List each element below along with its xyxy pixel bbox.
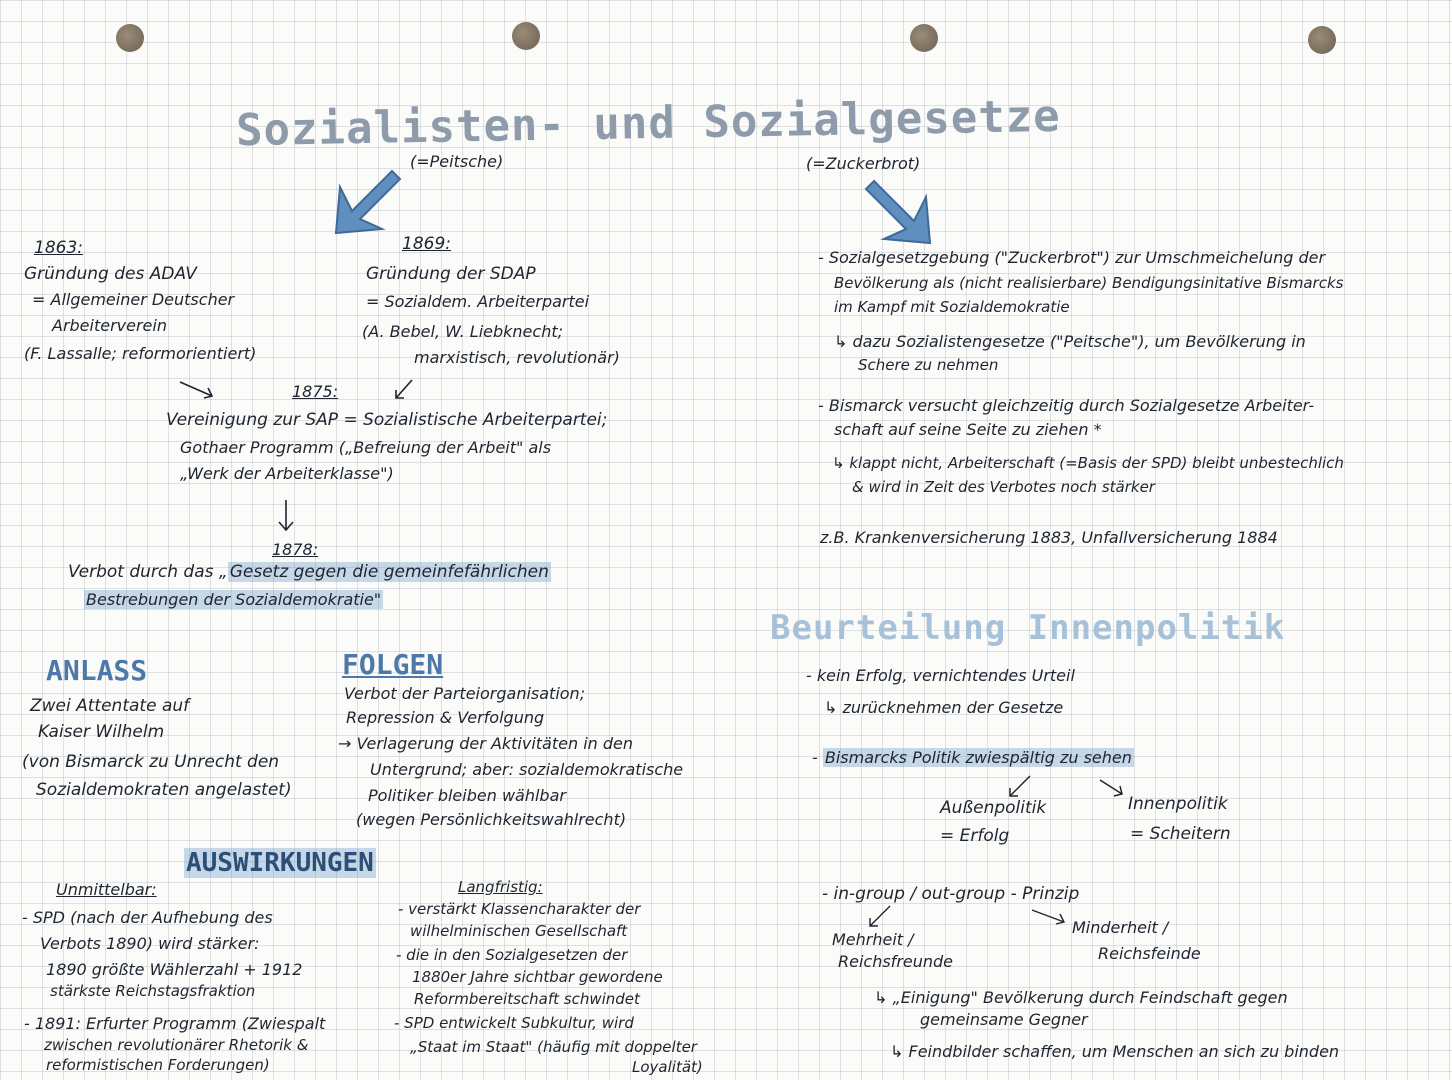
langfristig-l6: - SPD entwickelt Subkultur, wird xyxy=(394,1014,634,1032)
text-1863-l4: (F. Lassalle; reformorientiert) xyxy=(24,344,257,363)
arrow-group-left-icon xyxy=(864,904,894,930)
arrow-down-icon xyxy=(276,498,296,534)
heading-langfristig: Langfristig: xyxy=(458,878,543,896)
heading-beurteilung: Beurteilung Innenpolitik xyxy=(770,608,1286,648)
anlass-l3: (von Bismarck zu Unrecht den xyxy=(22,752,280,772)
text-1869-l4: marxistisch, revolutionär) xyxy=(414,348,620,367)
unmittelbar-l1: - SPD (nach der Aufhebung des xyxy=(22,908,273,927)
text-1878-l1 xyxy=(68,562,551,582)
aussenpolitik-erfolg: = Erfolg xyxy=(940,826,1010,846)
heading-auswirkungen-text: AUSWIRKUNGEN xyxy=(186,848,374,878)
right-l4: ↳ dazu Sozialistengesetze ("Peitsche"), um Bevölkerung in xyxy=(834,332,1306,351)
einigung-l2: gemeinsame Gegner xyxy=(920,1010,1088,1029)
heading-auswirkungen xyxy=(184,848,376,878)
unmittelbar-l7: reformistischen Forderungen) xyxy=(46,1056,270,1074)
punch-hole xyxy=(512,22,540,50)
langfristig-l8: Loyalität) xyxy=(632,1058,703,1076)
year-1863: 1863: xyxy=(34,238,83,258)
anlass-l4: Sozialdemokraten angelastet) xyxy=(36,780,292,800)
langfristig-l5: Reformbereitschaft schwindet xyxy=(414,990,640,1008)
feindbilder: ↳ Feindbilder schaffen, um Menschen an sich zu binden xyxy=(890,1042,1340,1061)
aussenpolitik: Außenpolitik xyxy=(940,798,1047,818)
blue-arrow-left-icon xyxy=(330,165,400,240)
langfristig-l4: 1880er Jahre sichtbar gewordene xyxy=(412,968,663,986)
anlass-l2: Kaiser Wilhelm xyxy=(38,722,165,742)
text-1869-l3: (A. Bebel, W. Liebknecht; xyxy=(362,322,563,341)
beurteilung-l1: - kein Erfolg, vernichtendes Urteil xyxy=(806,666,1075,685)
unmittelbar-l4: stärkste Reichstagsfraktion xyxy=(50,982,256,1000)
text-1863-l2: = Allgemeiner Deutscher xyxy=(32,290,235,309)
beurteilung-l3-wrap xyxy=(812,748,1134,767)
innenpolitik-scheitern: = Scheitern xyxy=(1130,824,1231,844)
arrow-split-right-icon xyxy=(1098,774,1128,800)
minderheit: Minderheit / xyxy=(1072,918,1169,937)
right-l8: ↳ klappt nicht, Arbeiterschaft (=Basis der SPD) bleibt unbestechlich xyxy=(832,454,1344,472)
text-1878-highlight-2: Bestrebungen der Sozialdemokratie" xyxy=(86,590,382,609)
label-zuckerbrot: (=Zuckerbrot) xyxy=(806,154,921,173)
anlass-l1: Zwei Attentate auf xyxy=(30,696,190,716)
punch-hole xyxy=(116,24,144,52)
right-l10: z.B. Krankenversicherung 1883, Unfallversicherung 1884 xyxy=(820,528,1278,547)
einigung-l1: ↳ „Einigung" Bevölkerung durch Feindschaft gegen xyxy=(874,988,1288,1007)
text-1863-l1: Gründung des ADAV xyxy=(24,264,197,284)
unmittelbar-l5: - 1891: Erfurter Programm (Zwiespalt xyxy=(24,1014,326,1033)
text-1878-prefix: Verbot durch das „ xyxy=(68,562,228,582)
arrow-down-left-icon xyxy=(392,378,416,402)
unmittelbar-l6: zwischen revolutionärer Rhetorik & xyxy=(44,1036,309,1054)
mehrheit: Mehrheit / xyxy=(832,930,914,949)
reichsfeinde: Reichsfeinde xyxy=(1098,944,1201,963)
arrow-down-right-icon xyxy=(178,378,218,402)
folgen-l2: Repression & Verfolgung xyxy=(346,708,545,727)
beurteilung-l2: ↳ zurücknehmen der Gesetze xyxy=(824,698,1064,717)
right-l7: schaft auf seine Seite zu ziehen * xyxy=(834,420,1102,439)
year-1878: 1878: xyxy=(272,540,319,559)
ingroup-prinzip: - in-group / out-group - Prinzip xyxy=(822,884,1080,904)
right-l9: & wird in Zeit des Verbotes noch stärker xyxy=(852,478,1155,496)
text-1869-l2: = Sozialdem. Arbeiterpartei xyxy=(366,292,590,311)
label-peitsche: (=Peitsche) xyxy=(410,152,504,171)
arrow-split-left-icon xyxy=(1004,774,1034,800)
innenpolitik: Innenpolitik xyxy=(1128,794,1228,814)
year-1869: 1869: xyxy=(402,234,451,254)
text-1863-l3: Arbeiterverein xyxy=(52,316,167,335)
right-l5: Schere zu nehmen xyxy=(858,356,999,374)
reichsfreunde: Reichsfreunde xyxy=(838,952,954,971)
right-l3: im Kampf mit Sozialdemokratie xyxy=(834,298,1070,316)
folgen-l4: Untergrund; aber: sozialdemokratische xyxy=(370,760,684,779)
text-1875-l1: Vereinigung zur SAP = Sozialistische Arbeiterpartei; xyxy=(166,410,608,430)
unmittelbar-l2: Verbots 1890) wird stärker: xyxy=(40,934,260,953)
right-l1: - Sozialgesetzgebung ("Zuckerbrot") zur Umschmeichelung der xyxy=(818,248,1326,267)
heading-folgen: FOLGEN xyxy=(342,648,444,681)
arrow-group-right-icon xyxy=(1030,906,1070,926)
right-l2: Bevölkerung als (nicht realisierbare) Bendigungsinitative Bismarcks xyxy=(834,274,1344,292)
text-1869-l1: Gründung der SDAP xyxy=(366,264,536,284)
unmittelbar-l3: 1890 größte Wählerzahl + 1912 xyxy=(46,960,303,979)
folgen-l5: Politiker bleiben wählbar xyxy=(368,786,566,805)
heading-unmittelbar: Unmittelbar: xyxy=(56,880,157,899)
heading-anlass: ANLASS xyxy=(46,654,148,687)
text-1875-l3: „Werk der Arbeiterklasse") xyxy=(180,464,394,483)
langfristig-l2: wilhelminischen Gesellschaft xyxy=(410,922,628,940)
langfristig-l7: „Staat im Staat" (häufig mit doppelter xyxy=(410,1038,697,1056)
text-1878-l2 xyxy=(84,590,383,609)
page-title: Sozialisten- und Sozialgesetze xyxy=(235,90,1062,157)
text-1878-highlight-1: Gesetz gegen die gemeinfefährlichen xyxy=(229,562,549,582)
langfristig-l1: - verstärkt Klassencharakter der xyxy=(398,900,641,918)
year-1875: 1875: xyxy=(292,382,339,401)
folgen-l6: (wegen Persönlichkeitswahlrecht) xyxy=(356,810,627,829)
dash: - xyxy=(812,748,823,767)
folgen-l1: Verbot der Parteiorganisation; xyxy=(344,684,586,703)
folgen-l3: → Verlagerung der Aktivitäten in den xyxy=(338,734,634,753)
beurteilung-l3: Bismarcks Politik zwiespältig zu sehen xyxy=(824,748,1132,767)
text-1875-l2: Gothaer Programm („Befreiung der Arbeit" als xyxy=(180,438,552,457)
blue-arrow-right-icon xyxy=(866,175,936,250)
punch-hole xyxy=(910,24,938,52)
langfristig-l3: - die in den Sozialgesetzen der xyxy=(396,946,628,964)
right-l6: - Bismarck versucht gleichzeitig durch Sozialgesetze Arbeiter- xyxy=(818,396,1315,415)
punch-hole xyxy=(1308,26,1336,54)
